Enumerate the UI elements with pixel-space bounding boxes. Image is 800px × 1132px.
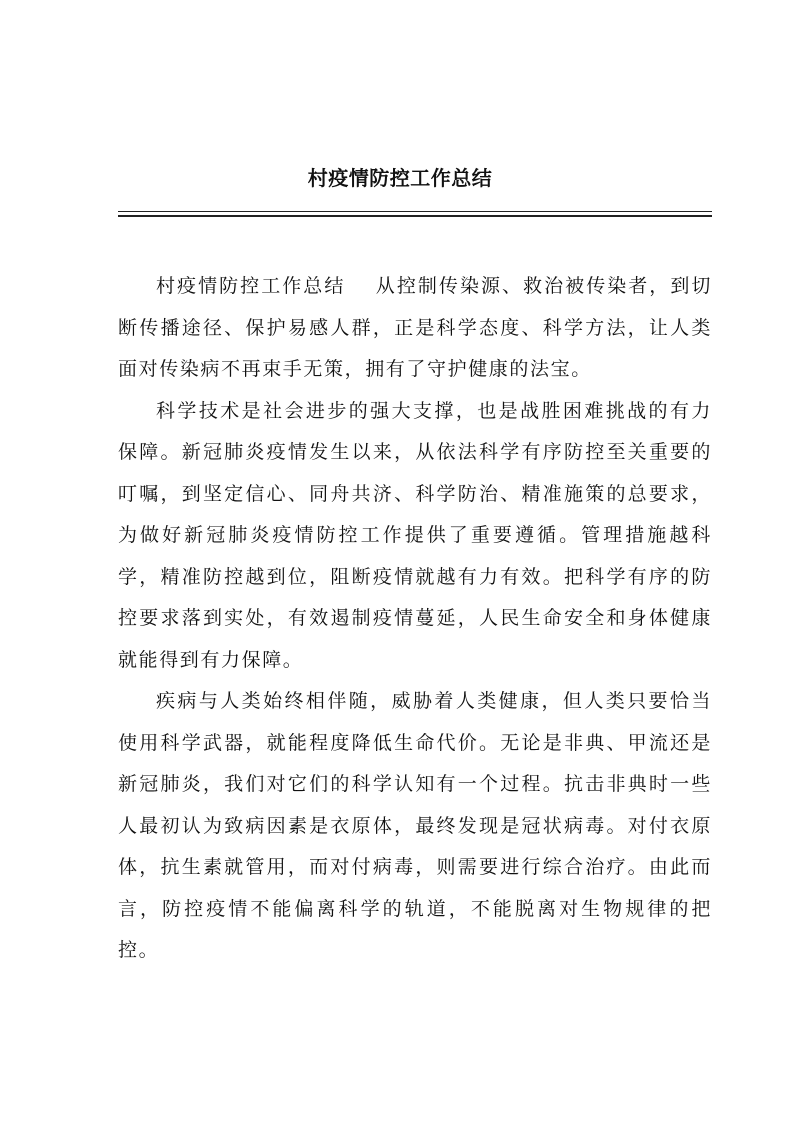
paragraph-1-lead: 村疫情防控工作总结 (156, 275, 346, 297)
document-body (118, 266, 712, 972)
paragraph-1 (118, 266, 712, 391)
paragraph-1-text: 从控制传染源、救治被传染者，到切断传播途径、保护易感人群，正是科学态度、科学方法，让人类面对传染病不再束手无策，拥有了守护健康的法宝。 (118, 275, 712, 380)
title-divider-thin (118, 211, 712, 212)
paragraph-2: 科学技术是社会进步的强大支撑，也是战胜困难挑战的有力保障。新冠肺炎疫情发生以来，从依法科学有序防控至关重要的叮嘱，到坚定信心、同舟共济、科学防治、精准施策的总要求，为做好新冠肺炎疫情防控工作提供了重要遵循。管理措施越科学，精准防控越到位，阻断疫情就越有力有效。把科学有序的防控要求落到实处，有效遏制疫情蔓延，人民生命安全和身体健康就能得到有力保障。 (118, 399, 712, 671)
title-divider-thick (118, 215, 712, 217)
paragraph-3: 疾病与人类始终相伴随，威胁着人类健康，但人类只要恰当使用科学武器，就能程度降低生命代价。无论是非典、甲流还是新冠肺炎，我们对它们的科学认知有一个过程。抗击非典时一些人最初认为致病因素是衣原体，最终发现是冠状病毒。对付衣原体，抗生素就管用，而对付病毒，则需要进行综合治疗。由此而言，防控疫情不能偏离科学的轨道，不能脱离对生物规律的把控。 (118, 690, 712, 961)
document-title: 村疫情防控工作总结 (307, 166, 493, 190)
